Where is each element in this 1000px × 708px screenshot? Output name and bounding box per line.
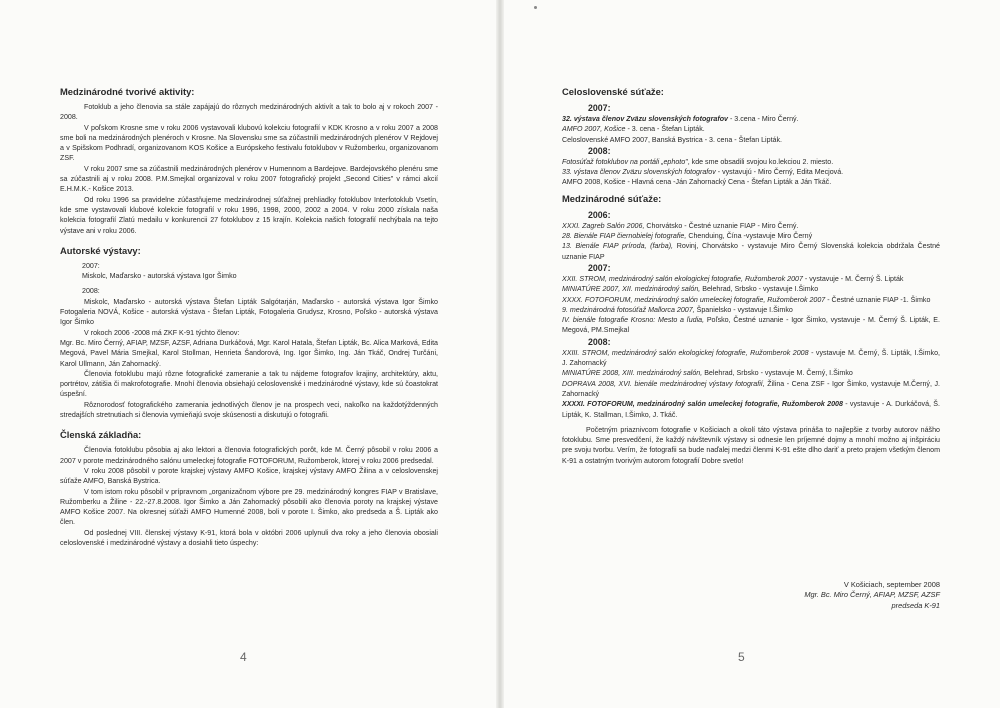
competition-entry: AMFO 2008, Košice - Hlavná cena -Ján Zahornacký Cena - Štefan Lipták a Ján Tkáč. <box>562 178 832 187</box>
competition-entry: Fotosúťaž fotoklubov na portáli „ephoto", kde sme obsadili svojou ko.lekciou 2. miesto. <box>562 157 834 166</box>
left-page <box>0 0 498 708</box>
section-title-international-competitions: Medzinárodné súťaže: <box>562 192 662 204</box>
competition-entry: 32. výstava členov Zväzu slovenských fotografov - 3.cena - Miro Černý. <box>562 115 799 123</box>
paragraph: V roku 2008 pôsobil v porote krajskej výstavy AMFO Košice, krajskej výstavy AMFO Žilina a v celoslovenskej súťaže AMFO, Banská Bystrica. <box>60 466 438 486</box>
competition-entry: XXII. STROM, medzinárodný salón ekologickej fotografie, Ružomberok 2007 - vystavuje - M. Černý Š. Lipták <box>562 274 904 283</box>
paragraph: Členovia fotoklubu majú rôzne fotografické zameranie a tak tu nájdeme fotografov krajiny, architektúry, aktu, portrétov, zátišia či makrofotografie. Mnohí členovia obsiehajú celoslovenské i medzinárodné výstavy, kde sú čoastokrat úspešní. <box>60 369 438 399</box>
section-title-national-competitions: Celoslovenské súťaže: <box>562 86 664 97</box>
competition-entry: 9. medzinárodná fotosúťaž Mallorca 2007, Španielsko - vystavuje I.Šimko <box>562 305 793 314</box>
year-label: 2007: <box>588 103 611 113</box>
year-label: 2008: <box>588 336 611 347</box>
competition-entry: XXXX. FOTOFORUM, medzinárodný salón umeleckej fotografie, Ružomberok 2007 - Čestné uznanie FIAP -1. Šimko <box>562 295 931 304</box>
scan-speck <box>534 6 537 9</box>
section-title-international-activities: Medzinárodné tvorivé aktivity: <box>60 86 195 97</box>
competition-entry: MINIATÚRE 2007, XII. medzinárodný salón, Belehrad, Srbsko - vystavuje I.Šimko <box>562 285 819 294</box>
year-label: 2007: <box>588 262 611 273</box>
signature-block <box>804 580 940 611</box>
right-page <box>502 0 1000 708</box>
section-title-membership: Členská základňa: <box>60 429 142 441</box>
competition-entry: XXIII. STROM, medzinárodný salón ekologickej fotografie, Ružomberok 2008 - vystavuje M. Černý, Š. Lipták, I.Šimko, J. Zahornacký <box>562 348 940 368</box>
competition-entry: XXXXI. FOTOFORUM, medzinárodný salón umeleckej fotografie, Ružomberok 2008 - vystavuje - A. Durkáčová, Š. Lipták, K. Stallman, I.Šimko, J. Tkáč. <box>562 400 941 419</box>
paragraph: Od poslednej VIII. členskej výstavy K-91, ktorá bola v októbri 2006 uplynuli dva roky a jeho členovia obosiali celoslovenské i medzinárodné výstavy a dosiahli tieto úspechy: <box>60 528 438 547</box>
competition-entry: DOPRAVA 2008, XVI. bienále medzinárodnej výstavy fotografií, Žilina - Cena ZSF - Igor Šimko, vystavuje M.Černý, J. Zahornacký <box>562 379 940 398</box>
competition-entry: 13. Bienále FIAP príroda, (farba), Rovinj, Chorvátsko - vystavuje Miro Černý Slovenská kolekcia obdržala Čestné uznanie FIAP <box>562 242 940 261</box>
page-number: 5 <box>738 650 745 664</box>
year-label: 2007: <box>82 261 100 270</box>
closing-paragraph: Početným priaznivcom fotografie v Košiciach a okolí táto výstava prináša to najlepšie z tvorby autorov nášho fotoklubu. Sme presvedčení, že každý návštevník výstavy si odnesie len príjemné dojmy a mnohí možno aj inšpiráciu pre svoju tvorbu. Verím, že fotografii sa bude naďalej medzi členmi K-91 ešte dlho dariť a preto prajem všetkým členom K-91 a ostatným tvorivým autorom fotografií Dobre svetlo! <box>562 425 940 465</box>
signature-role: predseda K-91 <box>891 600 940 610</box>
paragraph: Členovia fotoklubu pôsobia aj ako lektori a členovia fotografických porôt, kde M. Černý pôsobil v roku 2006 a 2007 v porote medzinárodného salónu umeleckej fotografie FOTOFORUM, Ružomberok, ktorej v roku 2006 predsedal. <box>60 446 438 465</box>
paragraph: Rôznorodosť fotografického zamerania jednotlivých členov je na prospech veci, nakoľko na každotýždenných stredajších stretnutiach si členovia vymieňajú svoje skúsenosti a diskutujú o fotografii. <box>60 400 438 420</box>
section-title-author-exhibitions: Autorské výstavy: <box>60 244 141 256</box>
member-list: Mgr. Bc. Miro Černý, AFIAP, MZSF, AZSF, Adriana Durkáčová, Mgr. Karol Hatala, Štefan Lipták, Bc. Alica Marková, Edita Megová, Pavel Mária Smejkal, Karol Stollman, Henrieta Šandorová, Ing. Igor Šimko, Ing. Ján Tkáč, Ondrej Turčáni, Karol Ullmann, Ján Zahornacký. <box>60 338 438 368</box>
paragraph: V poľskom Krosne sme v roku 2006 vystavovali klubovú kolekciu fotografií v KDK Krosno a v roku 2007 a 2008 sme boli na medzinárodných plenéroch v Krosne. Na Slovensku sme sa zúčastnili medzinárodných plenérov V Rejdovej a v Spišskom Podhradí, organizovanom KOS Košice a Európskeho festivalu fotoklubov v Ružomberku, organizovanom ZSF. <box>60 123 438 163</box>
paragraph: Od roku 1996 sa pravidelne zúčastňujeme medzinárodnej súťažnej prehliadky fotoklubov Interfotoklub Vsetín, kde sme vystavovali klubové kolekcie fotografií v roku 1996, 1998, 2000, 2002 a 2004. V roku 2000 získala naša kolekcia fotografií Zlatú medailu v konkurencii 27 fotoklubov z 15 krajín. Kolekcia našich fotografií nechýbala na tejto výstave ani v roku 2006. <box>60 195 438 235</box>
paragraph: Fotoklub a jeho členovia sa stále zapájajú do rôznych medzinárodných aktivít a tak to bolo aj v rokoch 2007 - 2008. <box>60 103 438 122</box>
competition-entry: XXXI. Zagreb Salón 2006, Chorvátsko - Čestné uznanie FIAP - Miro Černý. <box>562 221 799 230</box>
competition-entry: 33. výstava členov Zväzu slovenských fotografov - vystavujú - Miro Černý, Edita Mecjová. <box>562 168 844 177</box>
signature-name: Mgr. Bc. Miro Černý, AFIAP, MZSF, AZSF <box>804 590 940 600</box>
right-column <box>562 86 940 466</box>
year-label: 2006: <box>588 209 611 220</box>
left-column <box>60 86 438 548</box>
exhibition-entry: Miskolc, Maďarsko - autorská výstava Igor Šimko <box>82 272 237 281</box>
competition-entry: Celoslovenské AMFO 2007, Banská Bystrica - 3. cena - Štefan Lipták. <box>562 135 783 144</box>
paragraph: V roku 2007 sme sa zúčastnili medzinárodných plenérov v Humennom a Bardejove. Bardejovského plenéru sme sa zúčastnili aj v roku 2008. P.M.Smejkal organizoval v roku 2007 fotografický projekt „Second Cities" v rámci akcií E.H.M.K.- Košice 2013. <box>60 164 438 194</box>
competition-entry: 28. Bienále FIAP čiernobielej fotografie, Chenduing, Čína -vystavuje Miro Černý <box>562 232 813 241</box>
year-label: 2008: <box>82 287 100 296</box>
paragraph: V tom istom roku pôsobil v prípravnom „organizačnom výbore pre 29. medzinárodný kongres FIAP v Bratislave, Ružomberku a Žiline - 22.-27.8.2008. Igor Šimko a Ján Zahornacký pôsobili ako členovia poroty na krajskej výstave AMFO Košice 2007. Na okresnej súťaži AMFO Humenné 2008, boli v porote I. Šimko, ako predseda a Š. Lipták ako člen. <box>60 487 438 527</box>
exhibition-entry: Miskolc, Maďarsko - autorská výstava Štefan Lipták Salgótarján, Maďarsko - autorská výstava Igor Šimko Fotogaleria NOVÁ, Košice - autorská výstava - Štefan Lipták, Fotogaleria Grudysz, Krosno, Poľsko - autorská výstava Igor Šimko <box>60 297 438 327</box>
year-label: 2008: <box>588 145 611 156</box>
signature-place-date: V Košiciach, september 2008 <box>843 580 940 589</box>
competition-entry: IV. bienále fotografie Krosno: Mesto a ľudia, Poľsko, Čestné uznanie - Igor Šimko, vystavuje - M. Černý Š. Lipták, E. Megová, PM.Smejkal <box>562 316 940 335</box>
paragraph: V rokoch 2006 -2008 má ZKF K-91 týchto členov: <box>84 328 240 337</box>
competition-entry: MINIATÚRE 2008, XIII. medzinárodný salón, Belehrad, Srbsko - vystavuje M. Černý, I.Šimko <box>562 369 853 378</box>
page-number: 4 <box>240 650 247 664</box>
competition-entry: AMFO 2007, Košice - 3. cena - Štefan Lipták. <box>562 125 705 134</box>
